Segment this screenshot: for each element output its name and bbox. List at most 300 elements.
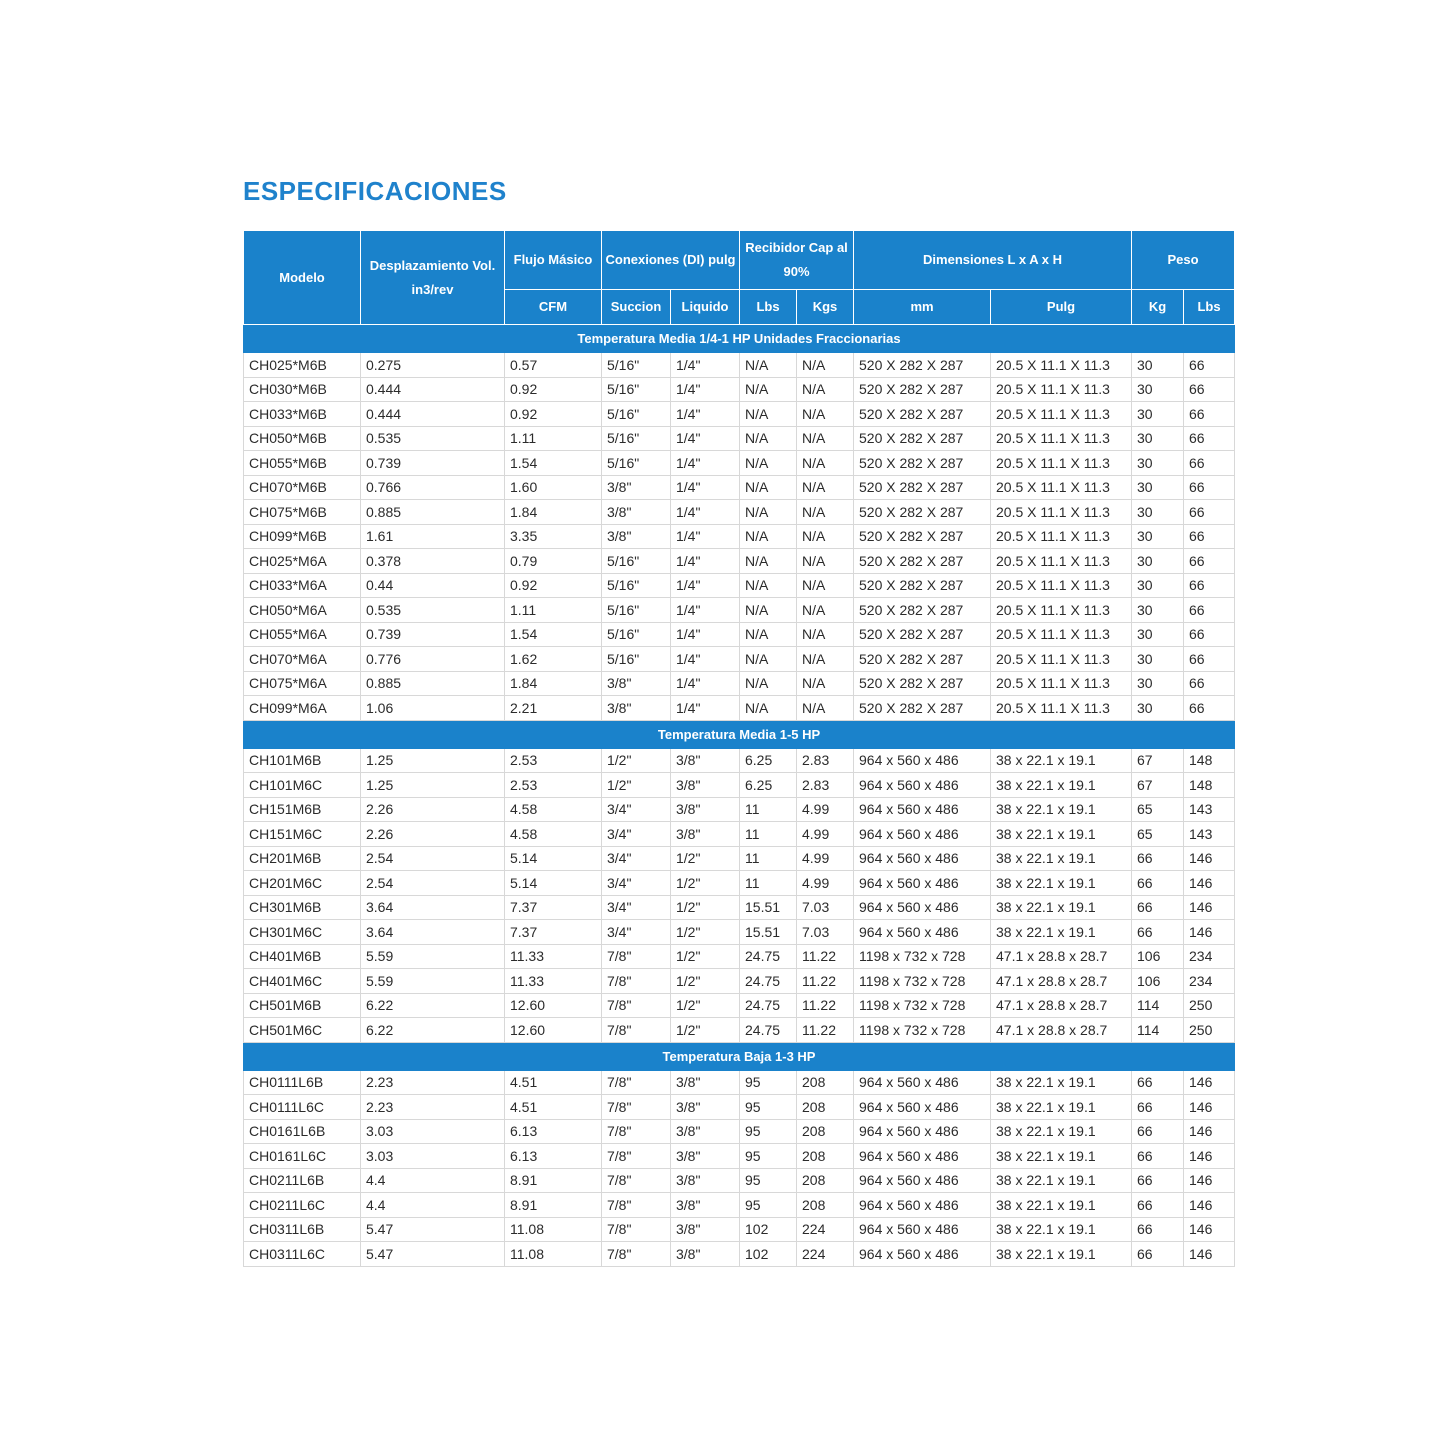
table-cell: 4.99 bbox=[797, 871, 854, 896]
table-cell: CH050*M6A bbox=[244, 598, 361, 623]
table-cell: CH151M6B bbox=[244, 797, 361, 822]
table-cell: 964 x 560 x 486 bbox=[854, 1095, 991, 1120]
table-cell: 234 bbox=[1184, 944, 1235, 969]
table-cell: 1/4" bbox=[671, 475, 740, 500]
header-recibidor: Recibidor Cap al 90% bbox=[740, 231, 854, 290]
table-cell: 20.5 X 11.1 X 11.3 bbox=[991, 475, 1132, 500]
table-cell: 47.1 x 28.8 x 28.7 bbox=[991, 969, 1132, 994]
table-cell: 1198 x 732 x 728 bbox=[854, 944, 991, 969]
table-cell: 4.4 bbox=[361, 1168, 505, 1193]
section-header-row bbox=[244, 325, 1235, 353]
table-cell: 520 X 282 X 287 bbox=[854, 451, 991, 476]
table-row bbox=[244, 1144, 1235, 1169]
table-cell: 143 bbox=[1184, 822, 1235, 847]
table-cell: 24.75 bbox=[740, 944, 797, 969]
table-cell: N/A bbox=[797, 573, 854, 598]
table-cell: 20.5 X 11.1 X 11.3 bbox=[991, 377, 1132, 402]
table-cell: 7/8" bbox=[602, 1144, 671, 1169]
table-row bbox=[244, 622, 1235, 647]
table-cell: 0.776 bbox=[361, 647, 505, 672]
table-cell: 964 x 560 x 486 bbox=[854, 1193, 991, 1218]
table-cell: 5.47 bbox=[361, 1242, 505, 1267]
table-cell: 1/2" bbox=[671, 969, 740, 994]
table-cell: 7/8" bbox=[602, 1217, 671, 1242]
table-cell: 520 X 282 X 287 bbox=[854, 475, 991, 500]
table-cell: 114 bbox=[1132, 1018, 1184, 1043]
table-cell: 4.99 bbox=[797, 797, 854, 822]
table-cell: CH030*M6B bbox=[244, 377, 361, 402]
table-cell: 20.5 X 11.1 X 11.3 bbox=[991, 549, 1132, 574]
table-cell: 30 bbox=[1132, 500, 1184, 525]
table-row bbox=[244, 846, 1235, 871]
table-cell: 11.33 bbox=[505, 969, 602, 994]
table-cell: 2.23 bbox=[361, 1095, 505, 1120]
table-cell: 964 x 560 x 486 bbox=[854, 871, 991, 896]
table-cell: 0.444 bbox=[361, 377, 505, 402]
table-row bbox=[244, 475, 1235, 500]
table-cell: 1.61 bbox=[361, 524, 505, 549]
table-cell: 4.58 bbox=[505, 822, 602, 847]
table-cell: 66 bbox=[1184, 573, 1235, 598]
table-cell: 964 x 560 x 486 bbox=[854, 1144, 991, 1169]
table-cell: 7/8" bbox=[602, 1119, 671, 1144]
table-row bbox=[244, 377, 1235, 402]
table-cell: 1.06 bbox=[361, 696, 505, 721]
table-cell: 106 bbox=[1132, 944, 1184, 969]
table-cell: 30 bbox=[1132, 573, 1184, 598]
table-row bbox=[244, 696, 1235, 721]
table-cell: 38 x 22.1 x 19.1 bbox=[991, 1144, 1132, 1169]
table-cell: 38 x 22.1 x 19.1 bbox=[991, 1168, 1132, 1193]
table-cell: 1/4" bbox=[671, 426, 740, 451]
header-succion: Succion bbox=[602, 290, 671, 325]
table-cell: 1/4" bbox=[671, 377, 740, 402]
header-desplazamiento: Desplazamiento Vol. in3/rev bbox=[361, 231, 505, 325]
table-cell: 5.59 bbox=[361, 969, 505, 994]
table-cell: 5/16" bbox=[602, 451, 671, 476]
table-cell: 520 X 282 X 287 bbox=[854, 377, 991, 402]
table-cell: 66 bbox=[1184, 500, 1235, 525]
table-cell: 12.60 bbox=[505, 993, 602, 1018]
table-cell: N/A bbox=[797, 598, 854, 623]
table-cell: 1.62 bbox=[505, 647, 602, 672]
table-cell: 8.91 bbox=[505, 1168, 602, 1193]
table-cell: 1/2" bbox=[671, 920, 740, 945]
table-cell: 208 bbox=[797, 1095, 854, 1120]
table-row bbox=[244, 500, 1235, 525]
table-cell: N/A bbox=[740, 524, 797, 549]
table-cell: 5/16" bbox=[602, 622, 671, 647]
header-flujo: Flujo Másico bbox=[505, 231, 602, 290]
table-cell: 0.444 bbox=[361, 402, 505, 427]
table-cell: 8.91 bbox=[505, 1193, 602, 1218]
table-cell: 3/8" bbox=[671, 1193, 740, 1218]
table-cell: 2.23 bbox=[361, 1070, 505, 1095]
table-cell: N/A bbox=[797, 426, 854, 451]
table-cell: 0.378 bbox=[361, 549, 505, 574]
table-cell: 38 x 22.1 x 19.1 bbox=[991, 773, 1132, 798]
table-cell: 38 x 22.1 x 19.1 bbox=[991, 920, 1132, 945]
table-cell: N/A bbox=[740, 475, 797, 500]
table-cell: 12.60 bbox=[505, 1018, 602, 1043]
table-cell: 66 bbox=[1184, 402, 1235, 427]
table-cell: 0.885 bbox=[361, 500, 505, 525]
table-cell: 106 bbox=[1132, 969, 1184, 994]
table-cell: 1/2" bbox=[671, 1018, 740, 1043]
table-cell: CH151M6C bbox=[244, 822, 361, 847]
table-row bbox=[244, 797, 1235, 822]
table-cell: 224 bbox=[797, 1242, 854, 1267]
table-cell: 7/8" bbox=[602, 969, 671, 994]
table-cell: CH025*M6B bbox=[244, 353, 361, 378]
table-cell: 11 bbox=[740, 846, 797, 871]
table-cell: 38 x 22.1 x 19.1 bbox=[991, 797, 1132, 822]
table-cell: 30 bbox=[1132, 696, 1184, 721]
table-cell: 4.51 bbox=[505, 1095, 602, 1120]
table-row bbox=[244, 1018, 1235, 1043]
table-cell: 66 bbox=[1184, 549, 1235, 574]
header-recibidor-lbs: Lbs bbox=[740, 290, 797, 325]
table-cell: 1/4" bbox=[671, 549, 740, 574]
table-cell: 67 bbox=[1132, 748, 1184, 773]
table-cell: CH401M6C bbox=[244, 969, 361, 994]
table-cell: 146 bbox=[1184, 1217, 1235, 1242]
table-cell: CH050*M6B bbox=[244, 426, 361, 451]
table-cell: 3/8" bbox=[671, 822, 740, 847]
table-cell: 66 bbox=[1132, 1242, 1184, 1267]
table-cell: 95 bbox=[740, 1144, 797, 1169]
table-cell: 964 x 560 x 486 bbox=[854, 895, 991, 920]
table-cell: 234 bbox=[1184, 969, 1235, 994]
table-cell: 1.84 bbox=[505, 671, 602, 696]
table-cell: 964 x 560 x 486 bbox=[854, 1070, 991, 1095]
table-cell: 20.5 X 11.1 X 11.3 bbox=[991, 622, 1132, 647]
table-cell: CH025*M6A bbox=[244, 549, 361, 574]
table-cell: 38 x 22.1 x 19.1 bbox=[991, 1193, 1132, 1218]
table-cell: 66 bbox=[1184, 475, 1235, 500]
table-cell: CH033*M6A bbox=[244, 573, 361, 598]
table-cell: 1/4" bbox=[671, 647, 740, 672]
table-cell: 1.84 bbox=[505, 500, 602, 525]
table-cell: 208 bbox=[797, 1119, 854, 1144]
table-cell: 1198 x 732 x 728 bbox=[854, 993, 991, 1018]
table-cell: 3/8" bbox=[671, 1217, 740, 1242]
table-cell: 1/2" bbox=[602, 773, 671, 798]
table-cell: N/A bbox=[797, 353, 854, 378]
table-cell: 15.51 bbox=[740, 895, 797, 920]
table-cell: 3/8" bbox=[671, 1168, 740, 1193]
table-row bbox=[244, 524, 1235, 549]
table-cell: CH101M6B bbox=[244, 748, 361, 773]
table-cell: 5/16" bbox=[602, 353, 671, 378]
table-cell: 24.75 bbox=[740, 993, 797, 1018]
table-cell: 3/4" bbox=[602, 895, 671, 920]
table-cell: 24.75 bbox=[740, 969, 797, 994]
table-cell: 66 bbox=[1132, 1119, 1184, 1144]
table-cell: 520 X 282 X 287 bbox=[854, 524, 991, 549]
table-cell: 964 x 560 x 486 bbox=[854, 846, 991, 871]
table-cell: 3/8" bbox=[671, 1070, 740, 1095]
table-cell: 520 X 282 X 287 bbox=[854, 671, 991, 696]
page-title: ESPECIFICACIONES bbox=[243, 176, 507, 206]
header-modelo: Modelo bbox=[244, 231, 361, 325]
table-cell: 38 x 22.1 x 19.1 bbox=[991, 895, 1132, 920]
table-cell: 5/16" bbox=[602, 549, 671, 574]
table-cell: 11.22 bbox=[797, 944, 854, 969]
table-cell: 30 bbox=[1132, 622, 1184, 647]
table-cell: 4.51 bbox=[505, 1070, 602, 1095]
table-cell: CH0161L6C bbox=[244, 1144, 361, 1169]
table-cell: 3.64 bbox=[361, 920, 505, 945]
table-cell: 7/8" bbox=[602, 1070, 671, 1095]
table-cell: N/A bbox=[740, 426, 797, 451]
table-cell: 7.03 bbox=[797, 895, 854, 920]
table-cell: 1.25 bbox=[361, 748, 505, 773]
header-conexiones: Conexiones (DI) pulg bbox=[602, 231, 740, 290]
table-row bbox=[244, 1095, 1235, 1120]
table-cell: 0.885 bbox=[361, 671, 505, 696]
table-cell: 964 x 560 x 486 bbox=[854, 1217, 991, 1242]
table-cell: 1/4" bbox=[671, 622, 740, 647]
table-cell: 3/8" bbox=[602, 524, 671, 549]
table-cell: 1.11 bbox=[505, 598, 602, 623]
table-cell: 520 X 282 X 287 bbox=[854, 598, 991, 623]
table-cell: 66 bbox=[1184, 524, 1235, 549]
table-row bbox=[244, 1193, 1235, 1218]
table-row bbox=[244, 773, 1235, 798]
table-row bbox=[244, 1070, 1235, 1095]
table-cell: CH075*M6B bbox=[244, 500, 361, 525]
table-cell: 114 bbox=[1132, 993, 1184, 1018]
table-cell: 1198 x 732 x 728 bbox=[854, 1018, 991, 1043]
table-cell: 7/8" bbox=[602, 1018, 671, 1043]
table-row bbox=[244, 920, 1235, 945]
table-cell: N/A bbox=[740, 647, 797, 672]
table-cell: 3/4" bbox=[602, 871, 671, 896]
table-cell: 30 bbox=[1132, 549, 1184, 574]
section-header-row bbox=[244, 720, 1235, 748]
table-cell: 964 x 560 x 486 bbox=[854, 920, 991, 945]
table-cell: N/A bbox=[797, 377, 854, 402]
table-cell: 66 bbox=[1184, 647, 1235, 672]
table-cell: 2.53 bbox=[505, 773, 602, 798]
table-cell: N/A bbox=[797, 671, 854, 696]
table-cell: 520 X 282 X 287 bbox=[854, 573, 991, 598]
table-cell: N/A bbox=[740, 696, 797, 721]
table-cell: 250 bbox=[1184, 1018, 1235, 1043]
table-cell: 0.739 bbox=[361, 451, 505, 476]
header-dimensiones: Dimensiones L x A x H bbox=[854, 231, 1132, 290]
table-cell: 5.47 bbox=[361, 1217, 505, 1242]
table-cell: 3/8" bbox=[602, 500, 671, 525]
table-cell: N/A bbox=[797, 475, 854, 500]
table-cell: 20.5 X 11.1 X 11.3 bbox=[991, 647, 1132, 672]
table-cell: 964 x 560 x 486 bbox=[854, 773, 991, 798]
table-cell: 1/4" bbox=[671, 524, 740, 549]
table-cell: 15.51 bbox=[740, 920, 797, 945]
table-cell: N/A bbox=[797, 696, 854, 721]
table-cell: 20.5 X 11.1 X 11.3 bbox=[991, 451, 1132, 476]
table-cell: 20.5 X 11.1 X 11.3 bbox=[991, 524, 1132, 549]
table-cell: 0.44 bbox=[361, 573, 505, 598]
table-cell: 0.92 bbox=[505, 377, 602, 402]
table-row bbox=[244, 1168, 1235, 1193]
table-cell: 2.53 bbox=[505, 748, 602, 773]
table-cell: 95 bbox=[740, 1070, 797, 1095]
table-cell: 520 X 282 X 287 bbox=[854, 426, 991, 451]
table-cell: 146 bbox=[1184, 871, 1235, 896]
table-cell: 7/8" bbox=[602, 1168, 671, 1193]
table-cell: 0.79 bbox=[505, 549, 602, 574]
table-cell: 7/8" bbox=[602, 1095, 671, 1120]
table-cell: 38 x 22.1 x 19.1 bbox=[991, 1095, 1132, 1120]
table-cell: 3/8" bbox=[671, 1144, 740, 1169]
table-cell: 146 bbox=[1184, 920, 1235, 945]
table-cell: CH099*M6B bbox=[244, 524, 361, 549]
table-row bbox=[244, 871, 1235, 896]
table-cell: 38 x 22.1 x 19.1 bbox=[991, 1217, 1132, 1242]
table-cell: 30 bbox=[1132, 426, 1184, 451]
table-cell: 1/4" bbox=[671, 500, 740, 525]
table-cell: 4.99 bbox=[797, 822, 854, 847]
header-peso: Peso bbox=[1132, 231, 1235, 290]
table-cell: 148 bbox=[1184, 773, 1235, 798]
table-cell: 7/8" bbox=[602, 944, 671, 969]
table-row bbox=[244, 549, 1235, 574]
table-cell: 66 bbox=[1132, 920, 1184, 945]
table-cell: 1/2" bbox=[671, 846, 740, 871]
specifications-table bbox=[243, 230, 1235, 1267]
table-cell: 66 bbox=[1132, 895, 1184, 920]
table-cell: 7.37 bbox=[505, 920, 602, 945]
table-cell: CH201M6B bbox=[244, 846, 361, 871]
table-cell: 146 bbox=[1184, 1144, 1235, 1169]
table-cell: 143 bbox=[1184, 797, 1235, 822]
table-cell: 5/16" bbox=[602, 573, 671, 598]
table-cell: CH070*M6A bbox=[244, 647, 361, 672]
table-cell: 3.35 bbox=[505, 524, 602, 549]
table-cell: 1/2" bbox=[671, 944, 740, 969]
table-cell: 20.5 X 11.1 X 11.3 bbox=[991, 500, 1132, 525]
table-cell: 0.57 bbox=[505, 353, 602, 378]
table-cell: 2.83 bbox=[797, 748, 854, 773]
table-cell: 95 bbox=[740, 1095, 797, 1120]
table-cell: 964 x 560 x 486 bbox=[854, 1242, 991, 1267]
table-cell: 38 x 22.1 x 19.1 bbox=[991, 871, 1132, 896]
table-cell: 66 bbox=[1184, 426, 1235, 451]
table-cell: N/A bbox=[797, 402, 854, 427]
table-cell: 1/2" bbox=[671, 871, 740, 896]
table-cell: CH075*M6A bbox=[244, 671, 361, 696]
header-peso-kg: Kg bbox=[1132, 290, 1184, 325]
table-cell: N/A bbox=[797, 549, 854, 574]
table-cell: N/A bbox=[740, 598, 797, 623]
table-cell: 1/4" bbox=[671, 598, 740, 623]
table-cell: 2.26 bbox=[361, 797, 505, 822]
table-cell: 6.13 bbox=[505, 1119, 602, 1144]
table-cell: 95 bbox=[740, 1168, 797, 1193]
table-cell: 6.22 bbox=[361, 1018, 505, 1043]
table-cell: 47.1 x 28.8 x 28.7 bbox=[991, 944, 1132, 969]
table-cell: 66 bbox=[1132, 871, 1184, 896]
table-cell: 5/16" bbox=[602, 377, 671, 402]
table-cell: 964 x 560 x 486 bbox=[854, 797, 991, 822]
table-cell: 66 bbox=[1132, 1144, 1184, 1169]
table-cell: CH070*M6B bbox=[244, 475, 361, 500]
table-cell: CH0311L6B bbox=[244, 1217, 361, 1242]
table-row bbox=[244, 944, 1235, 969]
table-cell: 3.03 bbox=[361, 1119, 505, 1144]
table-cell: 0.535 bbox=[361, 426, 505, 451]
table-cell: 0.766 bbox=[361, 475, 505, 500]
table-cell: 2.21 bbox=[505, 696, 602, 721]
table-cell: CH0111L6B bbox=[244, 1070, 361, 1095]
table-cell: 7/8" bbox=[602, 1242, 671, 1267]
table-cell: 38 x 22.1 x 19.1 bbox=[991, 822, 1132, 847]
table-cell: 1/4" bbox=[671, 451, 740, 476]
table-cell: 66 bbox=[1184, 451, 1235, 476]
table-cell: 0.92 bbox=[505, 402, 602, 427]
table-cell: 5.14 bbox=[505, 846, 602, 871]
table-row bbox=[244, 451, 1235, 476]
table-cell: 66 bbox=[1184, 696, 1235, 721]
table-cell: 208 bbox=[797, 1168, 854, 1193]
table-cell: N/A bbox=[740, 402, 797, 427]
table-cell: N/A bbox=[797, 524, 854, 549]
table-cell: 146 bbox=[1184, 1168, 1235, 1193]
table-cell: 5/16" bbox=[602, 402, 671, 427]
table-cell: 3/8" bbox=[602, 671, 671, 696]
table-row bbox=[244, 1242, 1235, 1267]
header-pulg: Pulg bbox=[991, 290, 1132, 325]
table-cell: 0.739 bbox=[361, 622, 505, 647]
table-cell: 3/4" bbox=[602, 822, 671, 847]
table-row bbox=[244, 671, 1235, 696]
table-cell: 7.37 bbox=[505, 895, 602, 920]
table-row bbox=[244, 1217, 1235, 1242]
table-cell: 146 bbox=[1184, 895, 1235, 920]
header-peso-lbs: Lbs bbox=[1184, 290, 1235, 325]
table-cell: 964 x 560 x 486 bbox=[854, 748, 991, 773]
table-cell: N/A bbox=[740, 573, 797, 598]
table-cell: 5/16" bbox=[602, 426, 671, 451]
table-cell: CH055*M6A bbox=[244, 622, 361, 647]
section-title: Temperatura Media 1-5 HP bbox=[244, 720, 1235, 748]
section-header-row bbox=[244, 1042, 1235, 1070]
table-cell: 47.1 x 28.8 x 28.7 bbox=[991, 993, 1132, 1018]
table-cell: 146 bbox=[1184, 1119, 1235, 1144]
table-cell: 5.14 bbox=[505, 871, 602, 896]
table-cell: 38 x 22.1 x 19.1 bbox=[991, 1119, 1132, 1144]
table-cell: CH501M6B bbox=[244, 993, 361, 1018]
table-cell: 0.275 bbox=[361, 353, 505, 378]
table-cell: 20.5 X 11.1 X 11.3 bbox=[991, 353, 1132, 378]
table-cell: CH055*M6B bbox=[244, 451, 361, 476]
table-cell: 6.22 bbox=[361, 993, 505, 1018]
table-cell: 224 bbox=[797, 1217, 854, 1242]
table-cell: 146 bbox=[1184, 846, 1235, 871]
table-cell: 6.25 bbox=[740, 773, 797, 798]
table-cell: 1.25 bbox=[361, 773, 505, 798]
table-cell: 1/4" bbox=[671, 696, 740, 721]
table-cell: N/A bbox=[797, 622, 854, 647]
table-cell: 1/4" bbox=[671, 353, 740, 378]
table-cell: 65 bbox=[1132, 797, 1184, 822]
table-cell: 30 bbox=[1132, 524, 1184, 549]
table-cell: 102 bbox=[740, 1242, 797, 1267]
table-cell: 66 bbox=[1132, 1217, 1184, 1242]
table-cell: 20.5 X 11.1 X 11.3 bbox=[991, 598, 1132, 623]
